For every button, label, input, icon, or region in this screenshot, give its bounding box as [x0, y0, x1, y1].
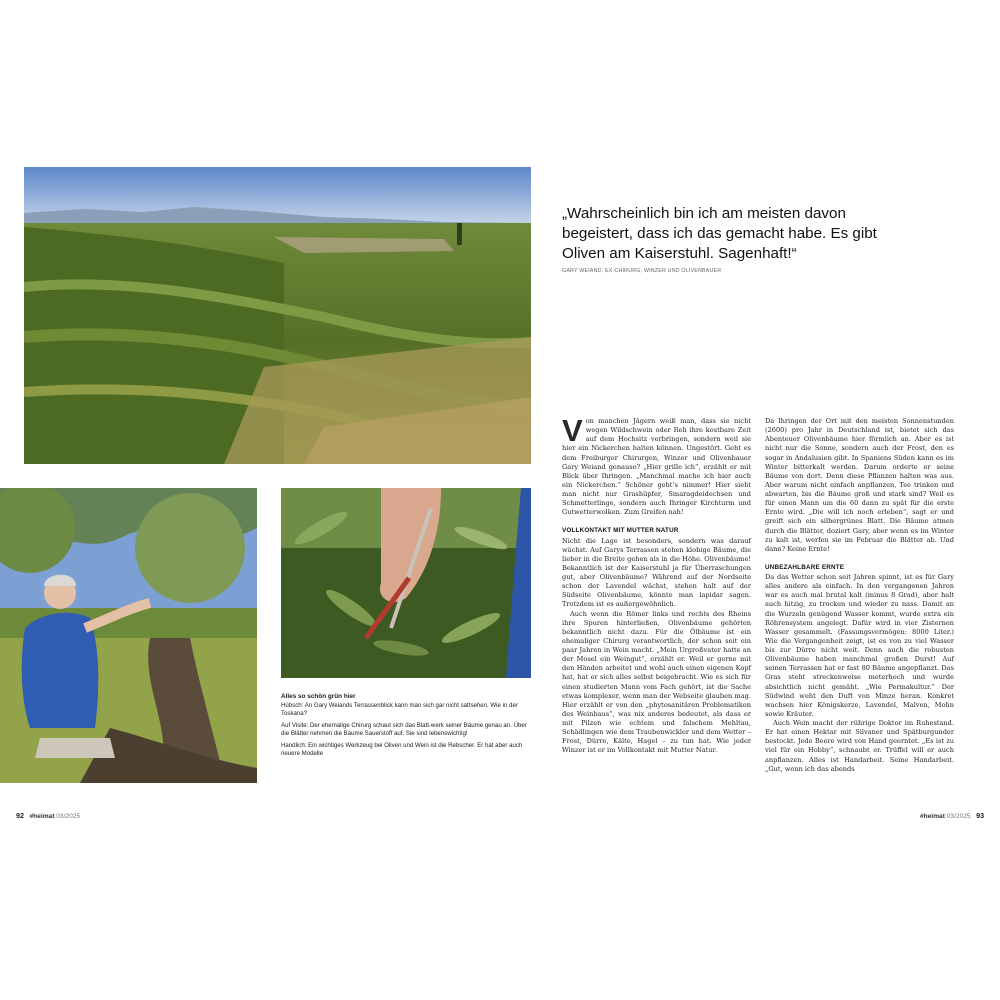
- page-number: 93: [976, 811, 985, 820]
- article-paragraph: Auch Wein macht der rührige Doktor im Ruhestand. Er hat einen Hektar mit Silvaner und Spätburgunder bestockt. Jede Beere wird von Hand geerntet. „Es ist zu viel für ein Hobby“, schnaubt er. Trüffel will er auch anpflanzen. Alles ist Handarbeit. Seine Handarbeit. „Gut, wenn ich das abends: [765, 719, 954, 773]
- article-paragraph: Da das Wetter schon seit Jahren spinnt, ist es für Gary alles andere als einfach. In den vergangenen Jahren war es auch mal brutal kalt (minus 8 Grad), aber halt auch hitzig, zu trocken und wieder zu nass. Damit an die Wurzeln genügend Wasser kommt, wurde extra ein Röhrensystem angelegt. Dafür wird in vier Zisternen Wasser gesammelt. (Fassungsvermögen: 8000 Liter.) Wie die Vergangenheit zeigt, ist es von zu viel Wasser bis zur Dürre nicht weit. Denn auch die robusten Olivenbäume haben manchmal großen Durst! Auf seinen Terrassen hat er fast 80 Bäume angepflanzt. Das Gras steht streckenweise meterhoch und wurde absichtlich nicht gemäht. „Wie Permakultur.“ Der Südwind weht den Duft von Minze heran. Konkret wachsen hier Königskerze, Lavendel, Malven, Mohn sowie Kräuter.: [765, 573, 954, 718]
- section-heading: UNBEZAHLBARE ERNTE: [765, 563, 845, 571]
- pruning-shears-hand-photo: [281, 488, 531, 678]
- paragraph-text: on manchen Jägern weiß man, dass sie nicht wegen Wildschwein oder Reh ihre kostbare Zeit auf dem Hochsitz verbringen, sondern weil sie hier ein Nickerchen halten können. Ungestört. Geht es dem Freiburger Chirurgen, Winzer und Olivenbauer Gary Weiand genauso? „Hier grille ich“, erzählt er mit Blick über Ihringen. „Manchmal mache ich hier auch ein Nickerchen.“ Schöner geht’s nimmer! Hier sieht man nicht nur Grashüpfer, Smaragdeidechsen und Schmetterlinge, sondern auch Ihringer Kirchturm und Gutwetterwolken. Zum Greifen nah!: [562, 417, 751, 517]
- vineyard-terraces-photo: [24, 167, 531, 464]
- quote-attribution: GARY WEIAND, EX-CHIRURG, WINZER UND OLIVENBAUER: [562, 268, 722, 274]
- pull-quote: „Wahrscheinlich bin ich am meisten davon begeistert, dass ich das gemacht habe. Es gibt Oliven am Kaiserstuhl. Sagenhaft!“: [562, 205, 877, 262]
- issue-number: 03/2025: [946, 813, 971, 820]
- article-paragraph: Da Ihringen der Ort mit den meisten Sonnenstunden (2600) pro Jahr in Deutschland ist, bietet sich das Abenteuer Olivenbäume hier förmlich an. Aber es ist nicht nur die Sonne, sondern auch der Frost, den es sogar in Andalusien gibt. In Spaniens Süden kann es im Winter bitterkalt werden. Darum orderte er seine Bäume von dort. Denn diese Pflanzen halten was aus. Aber warum nicht einfach anpflanzen, Tee trinken und abwarten, bis die Bäume groß und stark sind? Weil es für einen Mann um die 60 dann zu spät für die erste Ernte wird. „Die will ich noch erleben“, sagt er und greift sich ein silbergrünes Blatt. Die Bäume atmen durch die Blätter, doziert Gary, aber wenn es im Winter zu kalt ist, werfen sie im Februar die Blätter ab. Und dann? Keine Ernte!: [765, 417, 954, 553]
- caption-item: Hübsch: An Gary Weiands Terrassenblick kann man sich gar nicht sattsehen. Wie in der Toskana?: [281, 702, 518, 717]
- caption-item: Handlich: Ein wichtiges Werkzeug bei Oliven und Wein ist die Rebscher. Er hat aber auch neuere Modelle: [281, 742, 523, 757]
- article-paragraph: Auch wenn die Römer links und rechts des Rheins ihre Spuren hinterließen, Olivenbäume gehörten bekanntlich nicht dazu. Für die Ölbäume ist ein ehemaliger Chirurg verantwortlich, der schon seit ein paar Jahren in Wein macht. „Mein Urgroßvater hatte an der Mosel ein Weingut“, erzählt er. Weil er gerne mit den Händen arbeitet und wohl auch einen eigenen Kopf hat, hat er sich alles selbst beigebracht. Wie es sich für einen studierten Mann vom Fach gehört, ist die Sache etwas komplexer, wenn man der Webseite glauben mag. Hier erzählt er von den „phytosanitären Problematiken des Weinbaus“, was nix anderes bedeutet, als dass er mit Pilzen wie echtem und falschem Mehltau, Schädlingen wie dem Traubenwickler und dem Wetter – Frost, Dürre, Kälte, Hagel – zu tun hat. Wie jeder Winzer ist er im Vollkontakt mit Mutter Natur.: [562, 609, 751, 755]
- magazine-name: #heimat: [920, 813, 945, 820]
- photo-caption: [281, 693, 527, 762]
- surgeon-inspecting-olive-tree-photo: [0, 488, 257, 783]
- page-number: 92: [16, 811, 24, 820]
- drop-cap: V: [562, 413, 583, 448]
- footer-right: [920, 811, 984, 820]
- issue-number: 03/2025: [56, 813, 81, 820]
- footer-left: [16, 811, 80, 820]
- article-column-2: [765, 417, 954, 774]
- caption-title: Alles so schön grün hier: [281, 693, 356, 700]
- magazine-name: #heimat: [29, 813, 55, 820]
- section-heading: VOLLKONTAKT MIT MUTTER NATUR: [562, 527, 679, 535]
- article-paragraph: Nicht die Lage ist besonders, sondern was darauf wächst. Auf Garys Terrassen stehen klobige Bäume, die lieber in die Breite gehen als in die Höhe. Olivenbäume! Bekanntlich ist der Kaiserstuhl ja für Überraschungen gut, aber Olivenbäume? Während auf der Nordseite schon der Lavendel wächst, stehen halt auf der Südseite Olivenbäume, könnte man lapidar sagen. Trotzdem ist es außergewöhnlich.: [562, 536, 751, 609]
- article-column-1: [562, 413, 751, 756]
- caption-item: Auf Visite: Der ehemalige Chirurg schaut sich das Blatt-werk seiner Bäume genau an. Über die Blätter nehmen die Bäume Sauerstoff auf. Sie sind lebenswichtig!: [281, 722, 527, 737]
- article-paragraph: [562, 413, 751, 517]
